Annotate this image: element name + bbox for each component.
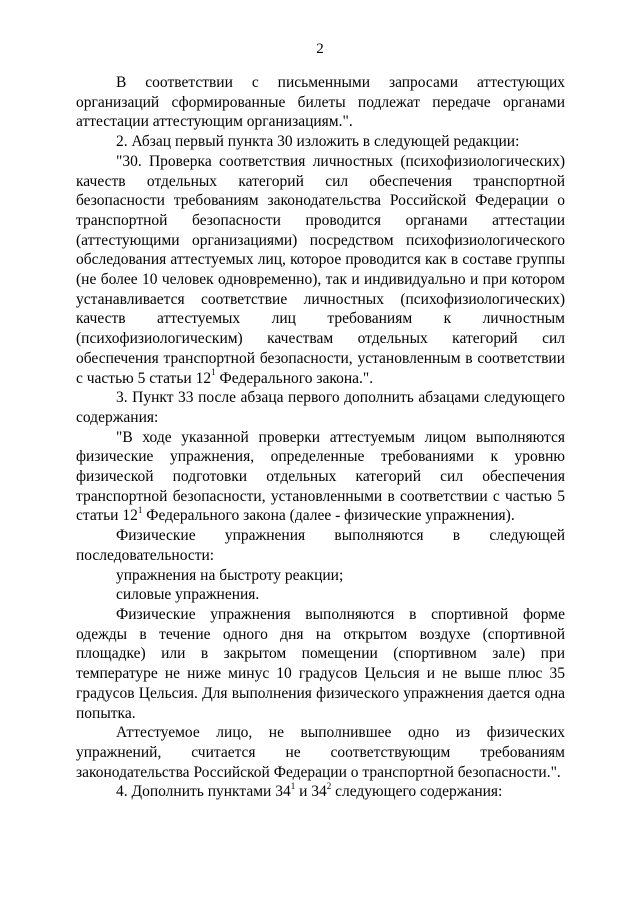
superscript-article-12-1-b: 1 (137, 505, 143, 516)
paragraph-add-points-mid: и 34 (295, 783, 327, 801)
paragraph-add-points-start: 4. Дополнить пунктами 34 (116, 783, 291, 801)
superscript-point-34-2: 2 (326, 781, 332, 792)
paragraph-strength-exercises: силовые упражнения. (116, 586, 260, 604)
paragraph-billets-transfer: В соответствии с письменными запросами аттестующих организаций сформированные билеты подлежат передаче органами аттестации аттестующим организациям.". (76, 74, 565, 131)
paragraph-add-points-end: следующего содержания: (331, 783, 503, 801)
paragraph-reaction-exercises: упражнения на быстроту реакции; (116, 566, 344, 584)
superscript-article-12-1: 1 (211, 367, 216, 378)
paragraph-amend-point-33: 3. Пункт 33 после абзаца первого дополнить абзацами следующего содержания: (76, 389, 565, 426)
paragraph-amend-point-30: 2. Абзац первый пункта 30 изложить в следующей редакции: (116, 133, 520, 151)
paragraph-point-30-text (76, 152, 565, 388)
paragraph-exercise-order: Физические упражнения выполняются в следующей последовательности: (76, 527, 565, 564)
paragraph-physical-exercises-intro (76, 428, 565, 527)
document-body (76, 73, 565, 802)
paragraph-add-points-34 (76, 782, 565, 802)
paragraph-physical-exercises-main: "В ходе указанной проверки аттестуемым лицом выполняются физические упражнения, определенные требованиями к уровню физической подготовки отдельных категорий сил обеспечения транспортной безопасности, установленными в соответствии с частью 5 статьи 12 (76, 428, 565, 525)
paragraph-physical-exercises-end: Федерального закона (далее - физические упражнения). (142, 507, 515, 525)
paragraph-exercise-conditions: Физические упражнения выполняются в спортивной форме одежды в течение одного дня на открытом воздухе (спортивной площадке) или в закрытом помещении (спортивном зале) при температуре не ниже минус 10 градусов Цельсия и не выше плюс 35 градусов Цельсия. Для выполнения физического упражнения дается одна попытка. (76, 605, 565, 722)
paragraph-point-30-main: "30. Проверка соответствия личностных (психофизиологических) качеств отдельных категорий сил обеспечения транспортной безопасности требованиям законодательства Российской Федерации о транспортной безопасности проводится органами аттестации (аттестующими организациями) посредством психофизиологического обследования аттестуемых лиц, которое проводится как в составе группы (не более 10 человек одновременно), так и индивидуально и при котором устанавливается соответствие личностных (психофизиологических) качеств аттестуемых лиц требованиям к личностным (психофизиологическим) качествам отдельных категорий сил обеспечения транспортной безопасности, установленным в соответствии с частью 5 статьи 12 (76, 152, 565, 387)
paragraph-point-30-end: Федерального закона.". (215, 369, 374, 387)
page-number: 2 (316, 41, 324, 57)
superscript-point-34-1: 1 (290, 781, 296, 792)
paragraph-failed-exercise: Аттестуемое лицо, не выполнившее одно из физических упражнений, считается не соответствующим требованиям законодательства Российской Федерации о транспортной безопасности.". (76, 724, 565, 781)
